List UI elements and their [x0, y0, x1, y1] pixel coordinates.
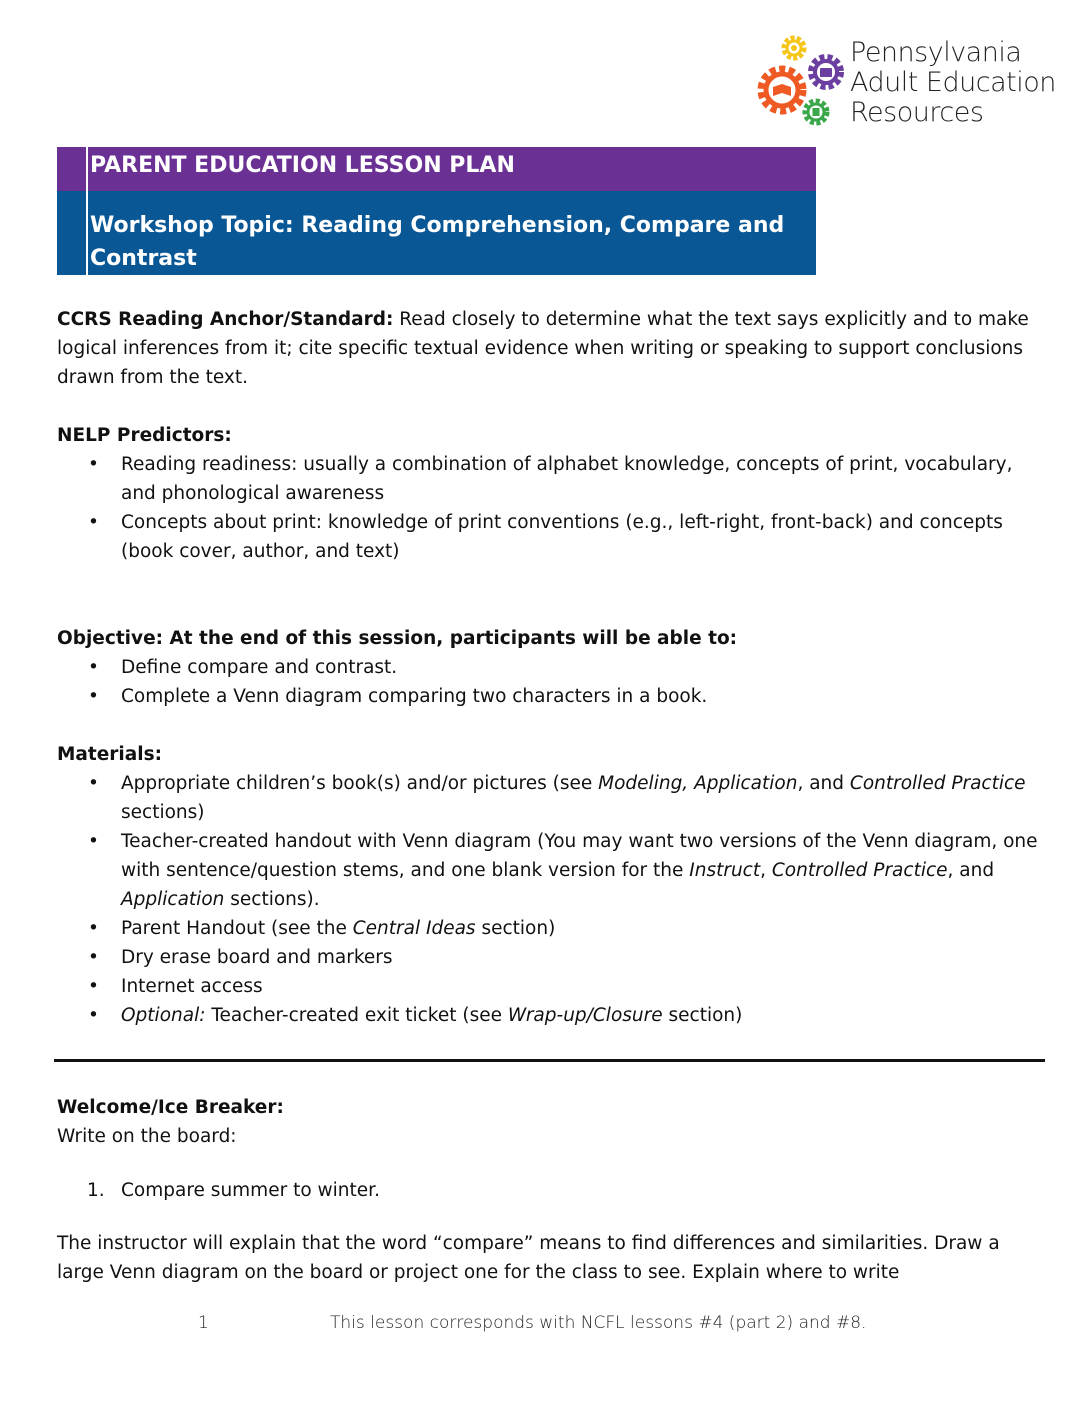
ccrs-label: CCRS Reading Anchor/Standard:: [57, 309, 394, 330]
objective-label: Objective: At the end of this session, participants will be able to:: [57, 628, 738, 649]
nelp-list: [57, 450, 1047, 566]
list-item: • Optional: Teacher-created exit ticket (see Wrap-up/Closure section): [57, 1001, 1047, 1030]
welcome-list: [57, 1176, 1047, 1205]
title-band-divider: [86, 147, 88, 275]
materials-label: Materials:: [57, 744, 162, 765]
list-item: • Reading readiness: usually a combination of alphabet knowledge, concepts of print, vocabulary, and phonological awareness: [57, 450, 1047, 508]
logo-line-3: Resources: [850, 97, 984, 128]
nelp-heading: [57, 421, 1047, 450]
list-item: • Concepts about print: knowledge of print conventions (e.g., left-right, front-back) and concepts (book cover, author, and text): [57, 508, 1047, 566]
list-item: • Parent Handout (see the Central Ideas section): [57, 914, 1047, 943]
ccrs-standard: [57, 305, 1047, 392]
materials-heading: [57, 740, 1047, 769]
logo-wordmark: [850, 38, 1056, 128]
list-item: • Teacher-created handout with Venn diagram (You may want two versions of the Venn diagram, one with sentence/question stems, and one blank version for the Instruct, Controlled Practice, and Application sections).: [57, 827, 1047, 914]
ccrs-text: Read closely to determine what the text says explicitly and to make logical inferences from it; cite specific textual evidence when writing or speaking to support conclusions drawn from the text.: [57, 309, 1029, 388]
section-divider: [54, 1059, 1045, 1062]
page-title: PARENT EDUCATION LESSON PLAN: [90, 153, 515, 178]
objective-heading: [57, 624, 1047, 653]
welcome-section: [57, 1093, 1047, 1287]
pa-adult-education-logo: [752, 28, 1072, 138]
gears-icon: [752, 28, 852, 128]
lesson-body: [57, 305, 1047, 1030]
welcome-paragraph: The instructor will explain that the word “compare” means to find differences and similarities. Draw a large Venn diagram on the board or project one for the class to see. Explain where to write: [57, 1233, 1000, 1283]
welcome-intro: Write on the board:: [57, 1126, 237, 1147]
welcome-label: Welcome/Ice Breaker:: [57, 1097, 284, 1118]
workshop-topic: Workshop Topic: Reading Comprehension, Compare and Contrast: [90, 213, 785, 271]
materials-list: [57, 769, 1047, 1030]
page-number: 1: [198, 1313, 209, 1333]
list-item: • Complete a Venn diagram comparing two characters in a book.: [57, 682, 1047, 711]
footer-note: This lesson corresponds with NCFL lessons #4 (part 2) and #8.: [330, 1313, 867, 1333]
logo-line-2: Adult Education: [850, 67, 1056, 98]
list-item: 1. Compare summer to winter.: [87, 1180, 380, 1201]
nelp-label: NELP Predictors:: [57, 425, 232, 446]
list-item: • Internet access: [57, 972, 1047, 1001]
welcome-heading: [57, 1093, 1047, 1122]
logo-line-1: Pennsylvania: [850, 37, 1022, 68]
list-item: • Appropriate children’s book(s) and/or pictures (see Modeling, Application, and Controlled Practice sections): [57, 769, 1047, 827]
list-item: • Dry erase board and markers: [57, 943, 1047, 972]
objective-list: [57, 653, 1047, 711]
list-item: • Define compare and contrast.: [57, 653, 1047, 682]
